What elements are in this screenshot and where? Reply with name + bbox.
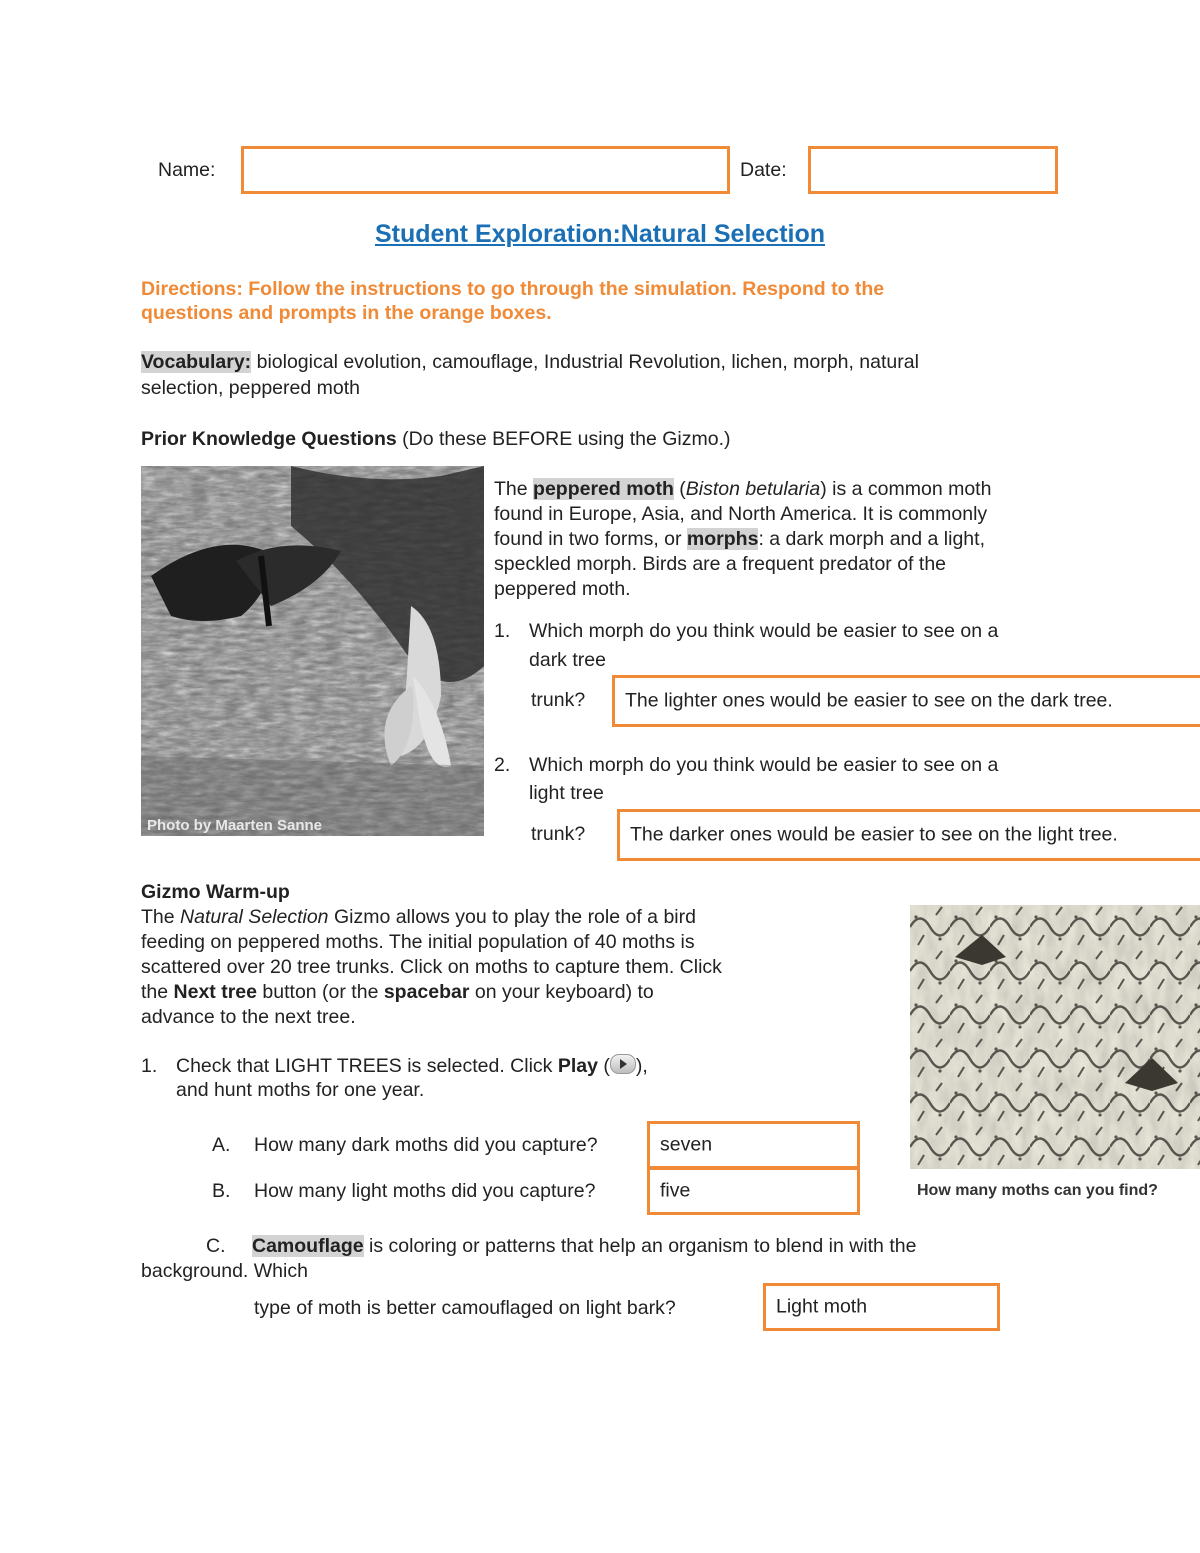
- qa-answer-box[interactable]: [647, 1121, 860, 1169]
- qa-text: How many dark moths did you capture?: [254, 1134, 598, 1156]
- prior-knowledge-heading: [141, 427, 731, 452]
- name-field[interactable]: [241, 146, 730, 194]
- date-label: Date:: [740, 159, 787, 181]
- q2-answer-box[interactable]: [617, 809, 1200, 861]
- spacebar-term: spacebar: [383, 981, 470, 1003]
- warmup-4a: the: [141, 981, 174, 1003]
- vocabulary-line1: [141, 350, 919, 375]
- tree-moths-picture: [910, 905, 1200, 1169]
- q1-answer-box[interactable]: [612, 675, 1200, 727]
- moth-photo-image: [141, 466, 484, 836]
- warmup-line3: scattered over 20 tree trunks. Click on moths to capture them. Click: [141, 956, 722, 978]
- qb-answer-box[interactable]: [647, 1167, 860, 1215]
- qb-letter: B.: [212, 1180, 231, 1202]
- morphs-term: morphs: [686, 528, 759, 550]
- qc-answer: Light moth: [776, 1295, 868, 1318]
- vocabulary-line2: selection, peppered moth: [141, 377, 360, 399]
- qc-1: is coloring or patterns that help an organism to blend in with the: [363, 1235, 917, 1257]
- q2-answer: The darker ones would be easier to see on the light tree.: [630, 823, 1118, 846]
- natural-selection-gizmo-name: Natural Selection: [180, 906, 329, 928]
- warmup-line4: [141, 980, 654, 1005]
- warmup-line5: advance to the next tree.: [141, 1006, 356, 1028]
- peppered-moth-term: peppered moth: [533, 478, 674, 500]
- qa-letter: A.: [212, 1134, 231, 1156]
- qc-line2: background. Which: [141, 1260, 308, 1282]
- q1-number: 1.: [494, 620, 511, 642]
- warmup-1a: The: [141, 906, 181, 928]
- vocabulary-terms-1: biological evolution, camouflage, Industrial Revolution, lichen, morph, natural: [251, 351, 919, 373]
- qc-line3: type of moth is better camouflaged on light bark?: [254, 1297, 676, 1319]
- moth-para-line1: [494, 477, 991, 502]
- step1-1c: (: [597, 1055, 610, 1077]
- play-term: Play: [557, 1055, 598, 1077]
- step1-1d: ),: [635, 1055, 648, 1077]
- q2-line1: Which morph do you think would be easier to see on a: [529, 754, 999, 776]
- vocabulary-label: Vocabulary:: [141, 351, 252, 373]
- play-icon: [610, 1054, 636, 1074]
- q1-line1: Which morph do you think would be easier to see on a: [529, 620, 999, 642]
- qc-line1: [252, 1234, 916, 1259]
- qb-text: How many light moths did you capture?: [254, 1180, 596, 1202]
- next-tree-term: Next tree: [173, 981, 257, 1003]
- qc-letter: C.: [206, 1235, 226, 1257]
- warmup-4e: on your keyboard) to: [469, 981, 654, 1003]
- moth-para-line2: found in Europe, Asia, and North America. It is commonly: [494, 503, 988, 525]
- step1-line1: [176, 1054, 648, 1079]
- name-label: Name:: [158, 159, 216, 181]
- moth-para-line3: [494, 527, 985, 552]
- directions-line2: questions and prompts in the orange boxes.: [141, 302, 552, 324]
- q2-line3: trunk?: [531, 823, 586, 845]
- directions-line1: Directions: Follow the instructions to go through the simulation. Respond to the: [141, 278, 885, 300]
- camouflage-term: Camouflage: [252, 1235, 364, 1257]
- q1-line3: trunk?: [531, 689, 586, 711]
- step1-line2: and hunt moths for one year.: [176, 1079, 425, 1101]
- warmup-line1: [141, 905, 696, 930]
- moth-para-1c: (: [673, 478, 686, 500]
- qc-answer-box[interactable]: [763, 1283, 1000, 1331]
- warmup-heading: Gizmo Warm-up: [141, 881, 290, 903]
- moth-para-1e: ) is a common moth: [820, 478, 992, 500]
- q2-line2: light tree: [529, 782, 604, 804]
- date-field[interactable]: [808, 146, 1058, 194]
- moth-para-1a: The: [494, 478, 534, 500]
- moth-photo: [141, 466, 484, 836]
- prior-heading-note: (Do these BEFORE using the Gizmo.): [396, 428, 731, 450]
- tree-moths-image: [910, 905, 1200, 1169]
- warmup-1c: Gizmo allows you to play the role of a bird: [328, 906, 696, 928]
- step1-number: 1.: [141, 1055, 158, 1077]
- q2-number: 2.: [494, 754, 511, 776]
- moth-para-3c: : a dark morph and a light,: [758, 528, 985, 550]
- moth-para-line4: speckled morph. Birds are a frequent predator of the: [494, 553, 947, 575]
- qb-answer: five: [660, 1179, 691, 1202]
- tree-image-caption: How many moths can you find?: [917, 1182, 1158, 1199]
- step1-1a: Check that LIGHT TREES is selected. Click: [176, 1055, 558, 1077]
- warmup-line2: feeding on peppered moths. The initial population of 40 moths is: [141, 931, 695, 953]
- moth-para-line5: peppered moth.: [494, 578, 631, 600]
- q1-answer: The lighter ones would be easier to see on the dark tree.: [625, 689, 1113, 712]
- q1-line2: dark tree: [529, 649, 606, 671]
- prior-heading-text: Prior Knowledge Questions: [141, 428, 397, 450]
- qa-answer: seven: [660, 1133, 713, 1156]
- page-title: Student Exploration:Natural Selection: [374, 220, 826, 248]
- photo-credit: Photo by Maarten Sanne: [147, 817, 323, 834]
- warmup-4c: button (or the: [257, 981, 384, 1003]
- biston-betularia: Biston betularia: [685, 478, 821, 500]
- moth-para-3a: found in two forms, or: [494, 528, 687, 550]
